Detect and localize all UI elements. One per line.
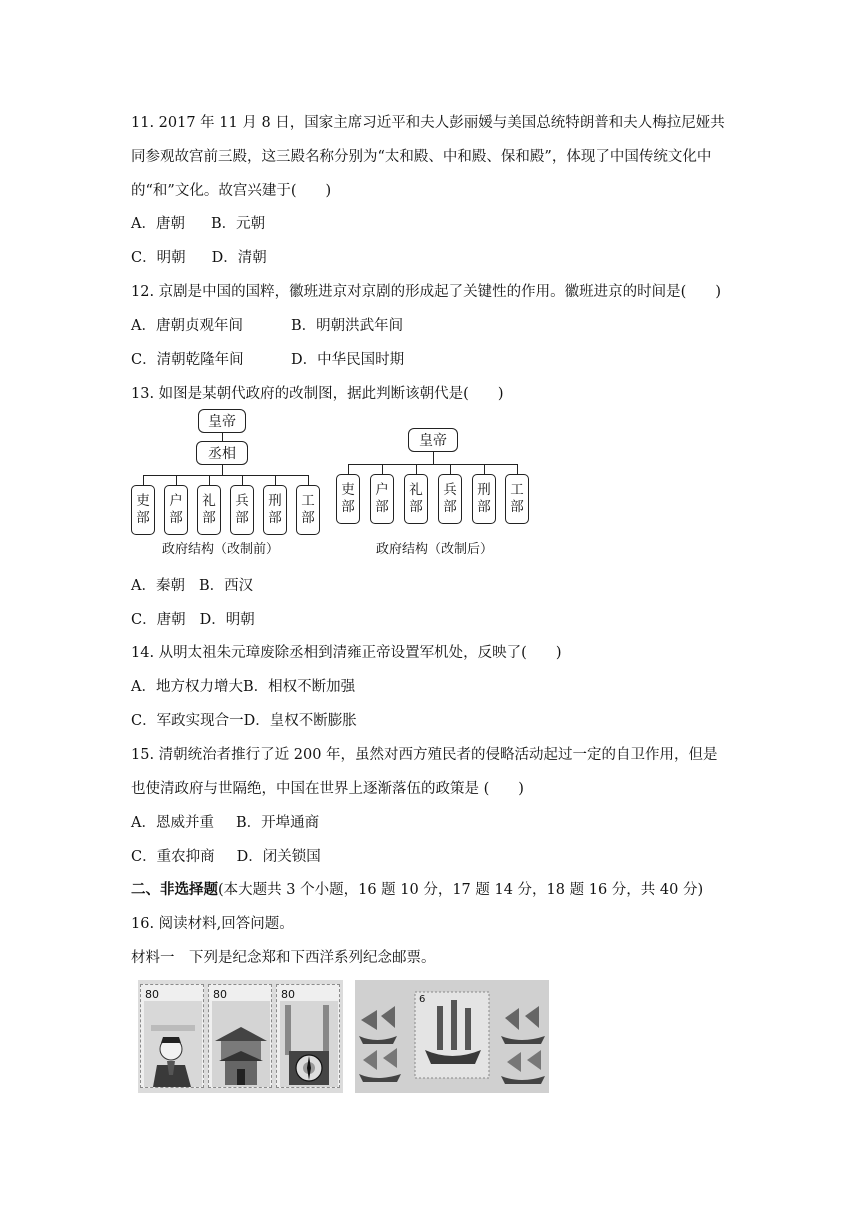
q11-line1: 11. 2017 年 11 月 8 日，国家主席习近平和夫人彭丽媛与美国总统特朗普和夫人梅拉尼娅共 <box>131 115 725 131</box>
stamp-portrait <box>140 984 204 1088</box>
caption-before: 政府结构（改制前） <box>162 542 280 557</box>
q12-options-row1 <box>131 316 403 336</box>
dept-xing-justice-before: 刑 部 <box>263 485 287 535</box>
dept-li-rites-after: 礼 部 <box>404 474 428 524</box>
q15-option-c[interactable]: C．重农抑商 <box>131 849 215 865</box>
stamp-denomination: 80 <box>145 988 159 1001</box>
section2-title: 二、非选择题 <box>131 881 218 898</box>
q15-option-d[interactable]: D．闭关锁国 <box>236 849 321 865</box>
q14-options-row1 <box>131 677 355 697</box>
q12-option-c[interactable]: C．清朝乾隆年间 <box>131 352 244 368</box>
q11-line2: 同参观故宫前三殿，这三殿名称分别为“太和殿、中和殿、保和殿”，体现了中国传统文化中 <box>131 149 712 165</box>
q11-option-b[interactable]: B．元朝 <box>210 216 266 232</box>
q14-stem: 14. 从明太祖朱元璋废除丞相到清雍正帝设置军机处，反映了( ) <box>131 645 562 661</box>
stamp-denomination: 80 <box>213 988 227 1001</box>
stamp-denomination: 80 <box>281 988 295 1001</box>
zheng-he-fleet-souvenir-sheet <box>355 980 549 1093</box>
q15-line1: 15. 清朝统治者推行了近 200 年，虽然对西方殖民者的侵略活动起过一定的自卫作用，但是 <box>131 747 718 763</box>
q13-stem: 13. 如图是某朝代政府的改制图，据此判断该朝代是( ) <box>131 386 504 402</box>
dept-li-personnel-before: 吏 部 <box>131 485 155 535</box>
dept-hu-revenue-after: 户 部 <box>370 474 394 524</box>
emperor-box-after: 皇帝 <box>408 428 458 452</box>
q12-stem: 12. 京剧是中国的国粹，徽班进京对京剧的形成起了关键性的作用。徽班进京的时间是( ) <box>131 284 721 300</box>
chancellor-box: 丞相 <box>196 441 248 465</box>
zheng-he-stamp-strip <box>138 980 343 1093</box>
dept-xing-justice-after: 刑 部 <box>472 474 496 524</box>
q12-option-a[interactable]: A．唐朝贞观年间 <box>131 318 243 334</box>
q15-option-a[interactable]: A．恩威并重 <box>131 815 214 831</box>
q15-line2: 也使清政府与世隔绝，中国在世界上逐渐落伍的政策是 ( ) <box>131 781 524 797</box>
q12-options-row2 <box>131 350 404 370</box>
caption-after: 政府结构（改制后） <box>376 542 494 557</box>
q11-options-row1 <box>131 214 265 234</box>
emperor-box-before: 皇帝 <box>198 409 246 433</box>
dept-gong-works-after: 工 部 <box>505 474 529 524</box>
section2-note: (本大题共 3 个小题，16 题 10 分，17 题 14 分，18 题 16 分，共 40 分) <box>218 882 704 898</box>
dept-bing-war-after: 兵 部 <box>438 474 462 524</box>
q14-option-b[interactable]: B．相权不断加强 <box>242 679 356 695</box>
q13-option-c[interactable]: C．唐朝 <box>131 612 186 628</box>
q11-option-d[interactable]: D．清朝 <box>211 250 267 266</box>
q13-option-b[interactable]: B．西汉 <box>198 578 254 594</box>
dept-hu-revenue-before: 户 部 <box>164 485 188 535</box>
q12-option-d[interactable]: D．中华民国时期 <box>291 352 405 368</box>
q15-option-b[interactable]: B．开埠通商 <box>235 815 320 831</box>
section2-heading <box>131 880 703 900</box>
q14-option-d[interactable]: D．皇权不断膨胀 <box>243 713 357 729</box>
q13-options-row1 <box>131 576 253 596</box>
q16-material1: 材料一 下列是纪念郑和下西洋系列纪念邮票。 <box>131 950 436 966</box>
stamp-temple <box>208 984 272 1088</box>
q13-option-a[interactable]: A．秦朝 <box>131 578 185 594</box>
q11-option-a[interactable]: A．唐朝 <box>131 216 185 232</box>
q16-stem: 16. 阅读材料,回答问题。 <box>131 916 294 932</box>
q13-option-d[interactable]: D．明朝 <box>199 612 255 628</box>
q15-options-row2 <box>131 847 321 867</box>
dept-bing-war-before: 兵 部 <box>230 485 254 535</box>
q11-option-c[interactable]: C．明朝 <box>131 250 186 266</box>
q12-option-b[interactable]: B．明朝洪武年间 <box>291 318 404 334</box>
dept-gong-works-before: 工 部 <box>296 485 320 535</box>
dept-li-personnel-after: 吏 部 <box>336 474 360 524</box>
q11-options-row2 <box>131 248 267 268</box>
q14-option-a[interactable]: A．地方权力增大 <box>131 679 243 695</box>
q15-options-row1 <box>131 813 319 833</box>
sheet-denomination: 6 <box>419 994 426 1005</box>
dept-li-rites-before: 礼 部 <box>197 485 221 535</box>
q13-options-row2 <box>131 610 255 630</box>
q14-options-row2 <box>131 711 357 731</box>
stamp-compass <box>276 984 340 1088</box>
q11-line3: 的“和”文化。故宫兴建于( ) <box>131 183 332 199</box>
q14-option-c[interactable]: C．军政实现合一 <box>131 713 244 729</box>
